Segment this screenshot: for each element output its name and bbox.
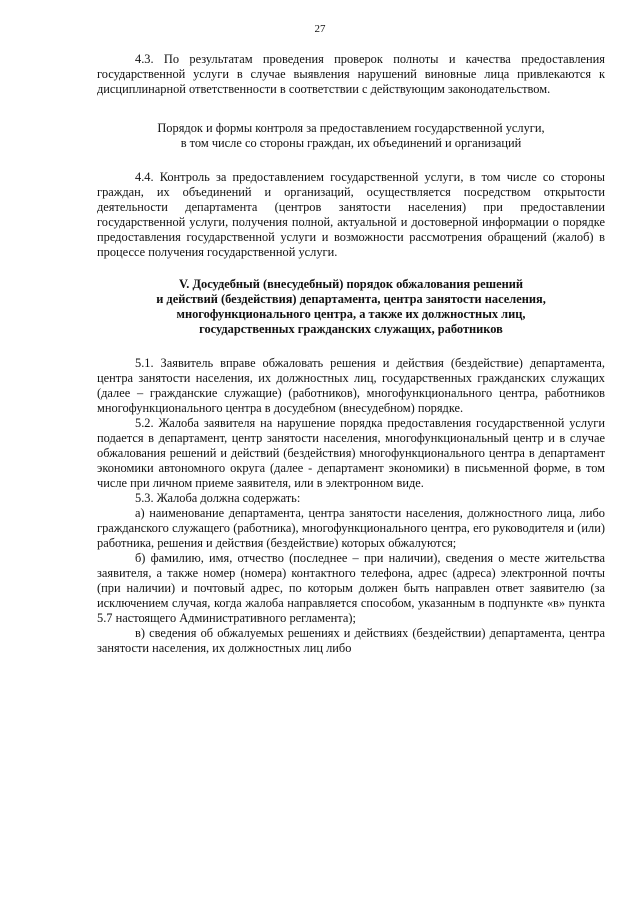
section-title-line-2: и действий (бездействия) департамента, центра занятости населения, — [156, 292, 546, 306]
paragraph-4-3: 4.3. По результатам проведения проверок полноты и качества предоставления государственной услуги в случае выявления нарушений виновные лица привлекаются к дисциплинарной ответственности в соответствии с действующим законодательством. — [97, 52, 605, 96]
section-title-line-4: государственных гражданских служащих, работников — [199, 322, 503, 336]
section-title-line-3: многофункционального центра, а также их должностных лиц, — [176, 307, 526, 321]
list-item-c: в) сведения об обжалуемых решениях и действиях (бездействии) департамента, центра занятости населения, их должностных лиц либо — [97, 626, 605, 655]
subheading — [97, 121, 605, 151]
paragraph-5-3: 5.3. Жалоба должна содержать: — [135, 491, 301, 505]
subheading-line-1: Порядок и формы контроля за предоставлением государственной услуги, — [157, 121, 545, 135]
paragraph-5-1: 5.1. Заявитель вправе обжаловать решения и действия (бездействие) департамента, центра занятости населения, их должностных лиц, государственных гражданских служащих (далее – гражданские служащие) (работников), многофункционального центра, работников многофункционального центра в досудебном (внесудебном) порядке. — [97, 356, 605, 415]
list-item-a: а) наименование департамента, центра занятости населения, должностного лица, либо гражданского служащего (работника), многофункционального центра, его руководителя и (или) работника, решения и действия (бездействие) которых обжалуются; — [97, 506, 605, 550]
page-content — [97, 52, 605, 656]
section-title — [97, 277, 605, 337]
subheading-line-2: в том числе со стороны граждан, их объединений и организаций — [180, 136, 522, 150]
paragraph-5-2: 5.2. Жалоба заявителя на нарушение порядка предоставления государственной услуги подается в департамент, центр занятости населения, многофункциональный центр и в случае обжалования решений и действий (бездействия) многофункционального центра в департамент экономики автономного округа (далее - департамент экономики) в письменной форме, в том числе при личном приеме заявителя, или в электронном виде. — [97, 416, 605, 490]
page-number: 27 — [314, 23, 326, 35]
list-item-b: б) фамилию, имя, отчество (последнее – при наличии), сведения о месте жительства заявителя, а также номер (номера) контактного телефона, адрес (адреса) электронной почты (при наличии) и почтовый адрес, по которым должен быть направлен ответ заявителю (за исключением случая, когда жалоба направляется способом, указанным в подпункте «в» пункта 5.7 настоящего Административного регламента); — [97, 551, 605, 625]
section-title-line-1: V. Досудебный (внесудебный) порядок обжалования решений — [178, 277, 524, 291]
paragraph-4-4: 4.4. Контроль за предоставлением государственной услуги, в том числе со стороны граждан, их объединений и организаций, осуществляется посредством открытости деятельности департамента (центров занятости населения) при предоставлении государственной услуги, получения полной, актуальной и достоверной информации о порядке предоставления государственной услуги и возможности рассмотрения обращений (жалоб) в процессе получения государственной услуги. — [97, 170, 605, 259]
